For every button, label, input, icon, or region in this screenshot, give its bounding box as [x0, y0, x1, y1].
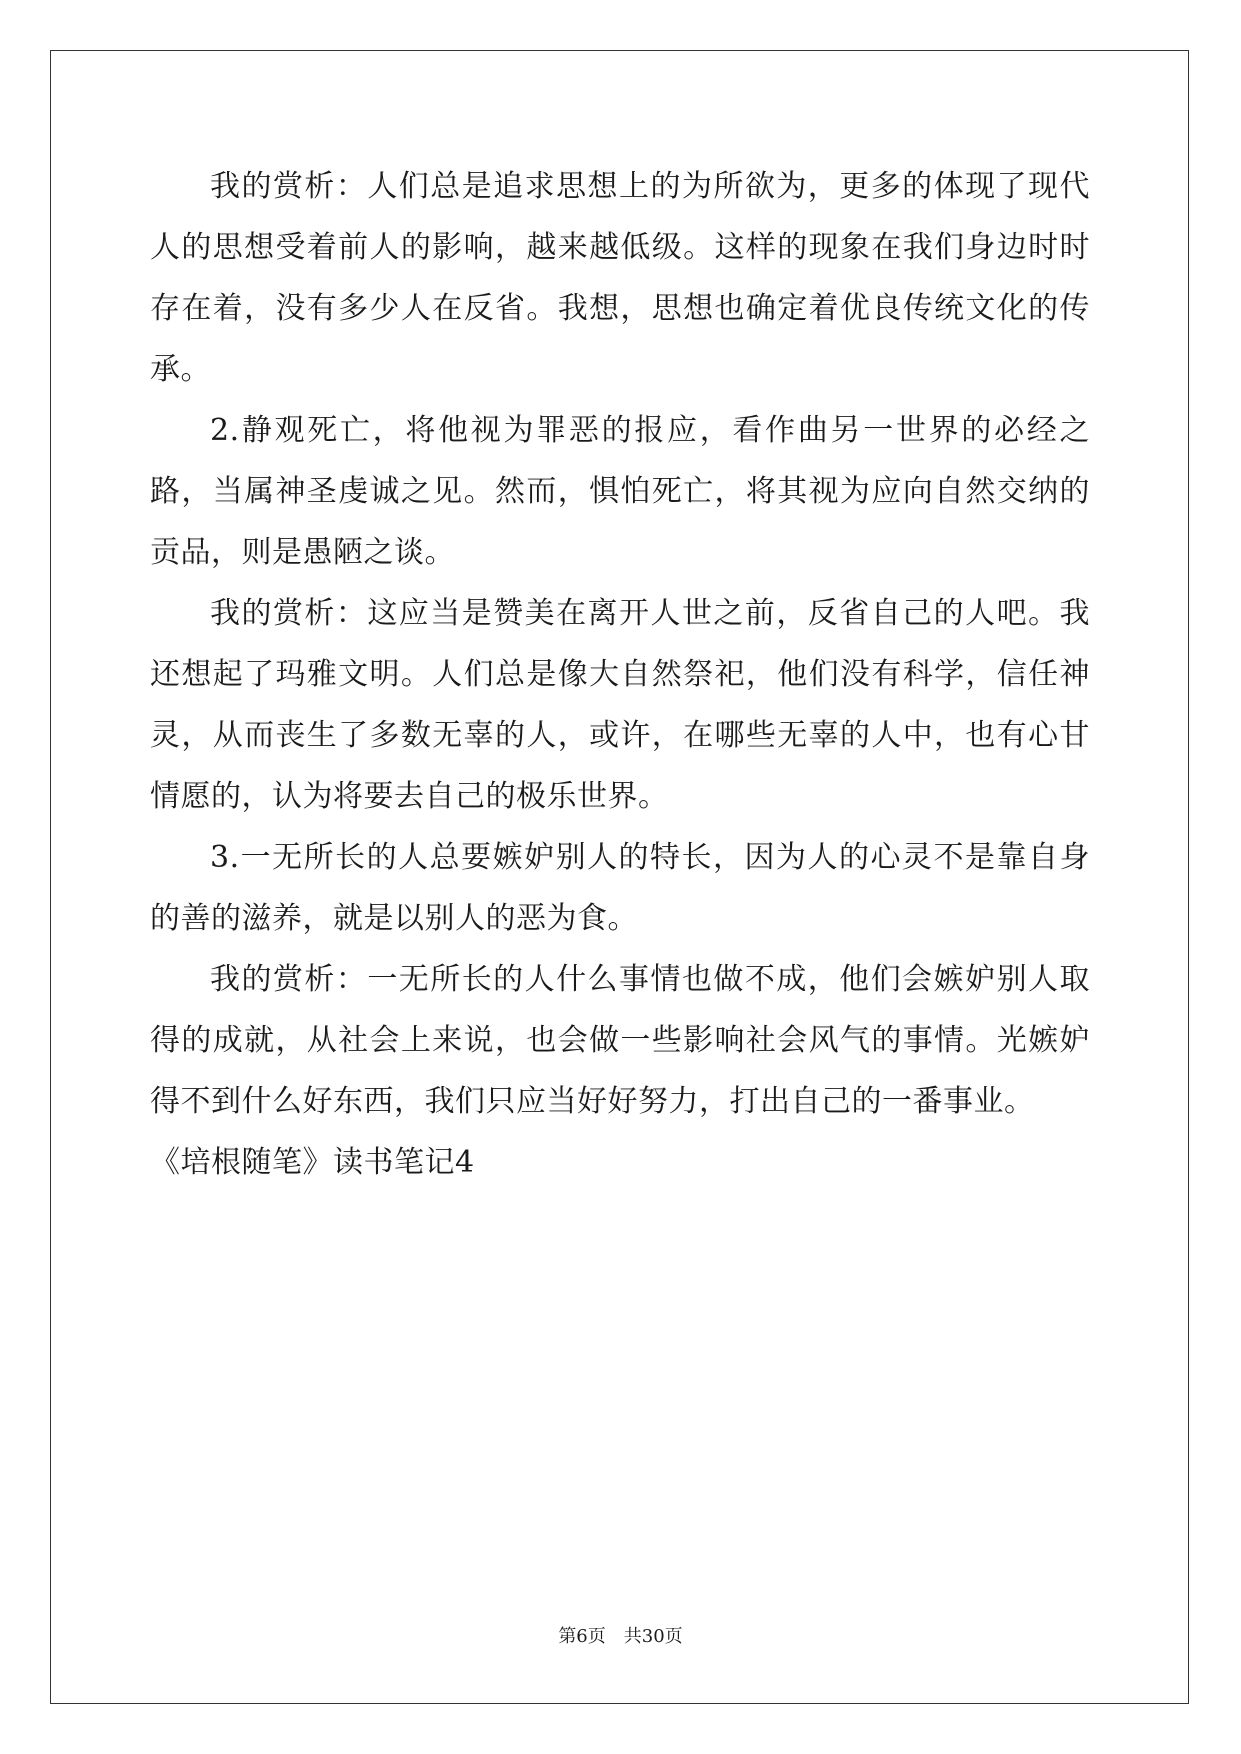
- paragraph-analysis-1: 我的赏析：人们总是追求思想上的为所欲为，更多的体现了现代人的思想受着前人的影响，越来越低级。这样的现象在我们身边时时存在着，没有多少人在反省。我想，思想也确定着优良传统文化的传承。: [150, 169, 1090, 387]
- page-total: 共30页: [623, 1626, 683, 1647]
- paragraph-quote-2: 2.静观死亡，将他视为罪恶的报应，看作曲另一世界的必经之路，当属神圣虔诚之见。然而，惧怕死亡，将其视为应向自然交纳的贡品，则是愚陋之谈。: [150, 413, 1090, 570]
- page-number: 第6页: [558, 1626, 606, 1647]
- paragraph-analysis-2: 我的赏析：这应当是赞美在离开人世之前，反省自己的人吧。我还想起了玛雅文明。人们总是像大自然祭祀，他们没有科学，信任神灵，从而丧生了多数无辜的人，或许，在哪些无辜的人中，也有心甘情愿的，认为将要去自己的极乐世界。: [150, 596, 1090, 814]
- paragraph-quote-3: 3.一无所长的人总要嫉妒别人的特长，因为人的心灵不是靠自身的善的滋养，就是以别人的恶为食。: [150, 840, 1090, 936]
- section-heading: 《培根随笔》读书笔记4: [150, 1145, 475, 1180]
- page-footer: [0, 1622, 1241, 1648]
- paragraph-analysis-3: 我的赏析：一无所长的人什么事情也做不成，他们会嫉妒别人取得的成就，从社会上来说，也会做一些影响社会风气的事情。光嫉妒得不到什么好东西，我们只应当好好努力，打出自己的一番事业。: [150, 962, 1090, 1119]
- document-body: [150, 156, 1090, 1193]
